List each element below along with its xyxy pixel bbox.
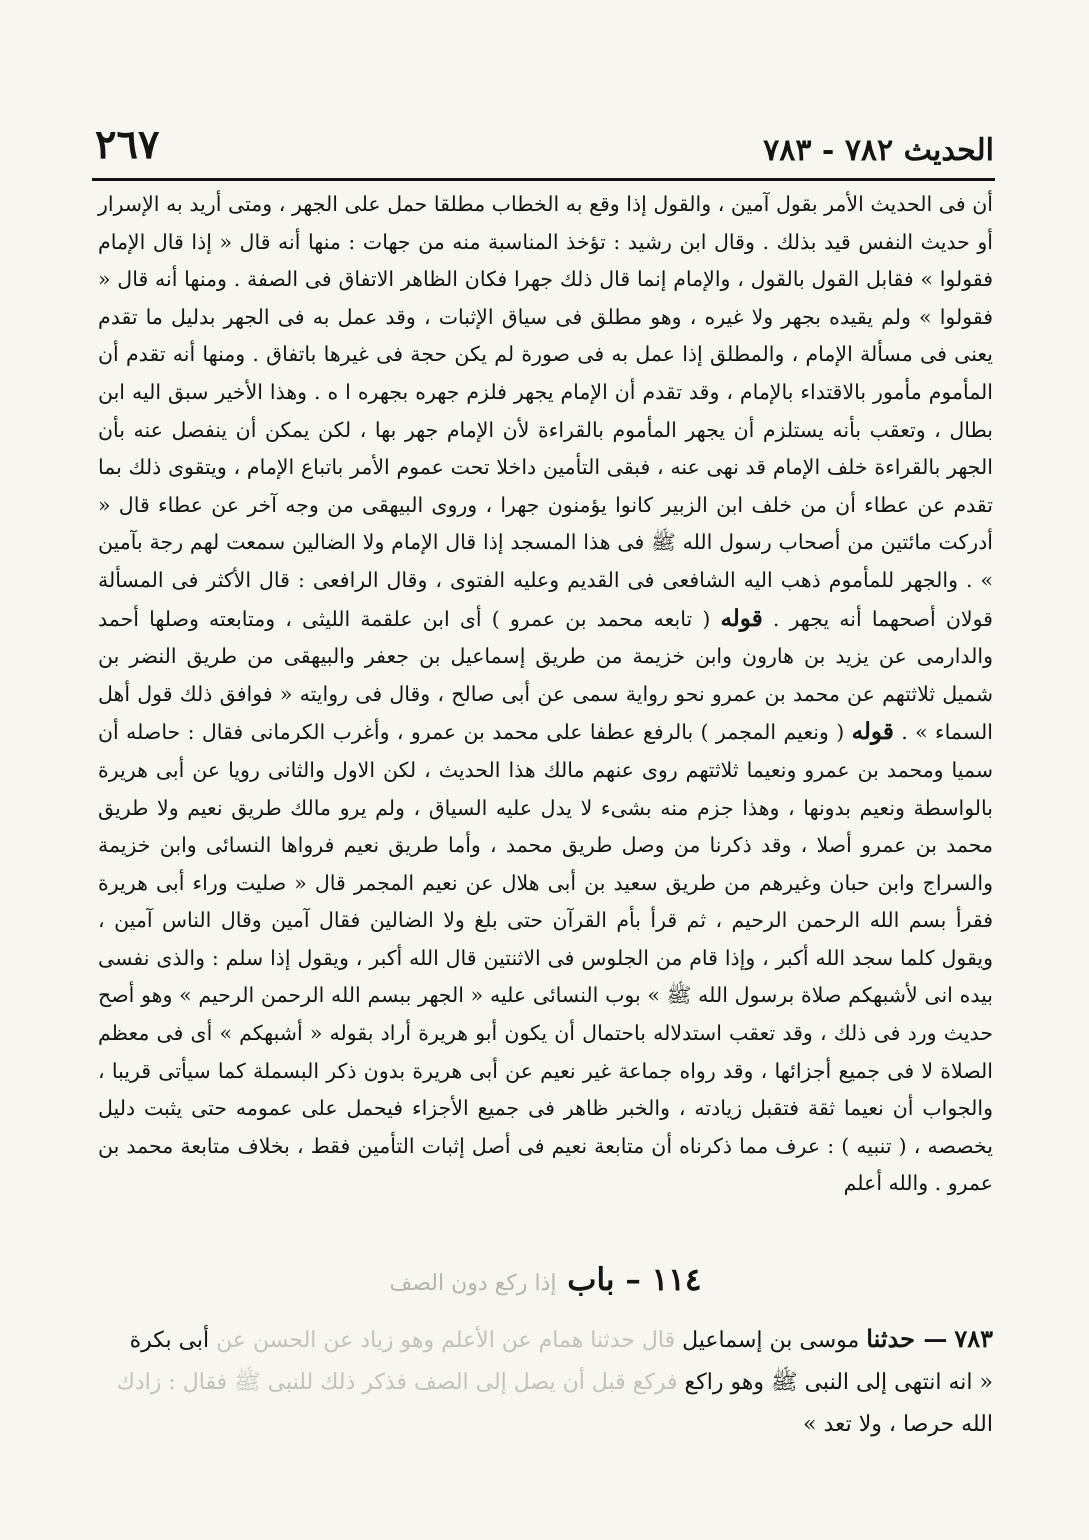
hadith-narrator: موسى بن إسماعيل [682,1328,860,1353]
hadith-matn [98,1362,993,1404]
commentary-text-2: ( تابعه محمد بن عمرو ) أى ابن علقمة الليثى ، ومتابعته وصلها أحمد والدارمى عن يزيد بن هارون وابن خزيمة من طريق إسماعيل بن جعفر والبيهقى من طريق النضر بن شميل ثلاثتهم عن محمد بن عمرو نحو رواية سمى عن أبى صالح ، وقال فى روايته « فوافق ذلك قول أهل السماء » . [98,606,993,745]
qawluhu-keyword: قوله [720,604,763,632]
hadith-number: ٧٨٣ [954,1324,993,1353]
hadith-matn-end: الله حرصا ، ولا تعد » [803,1412,993,1437]
hadith-narrator-faded: قال حدثنا همام عن الأعلم وهو زياد عن الحسن عن [216,1328,676,1353]
running-title: الحديث ٧٨٢ - ٧٨٣ [763,133,994,168]
commentary-body [98,186,993,1203]
hadith-narrator-end: أبى بكرة [129,1328,210,1353]
qawluhu-keyword: قوله [851,718,894,746]
commentary-text-3: ( ونعيم المجمر ) بالرفع عطفا على محمد بن عمرو ، وأغرب الكرمانى فقال : حاصله أن سميا ومحمد بن عمرو ونعيما ثلاثتهم روى عنهم مالك هذا الحديث ، لكن الاول والثانى رويا عن أبى هريرة بالواسطة ونعيم بدونها ، وهذا جزم منه بشىء لا يدل عليه السياق ، ولم يرو مالك طريق نعيم ولا طريق محمد بن عمرو أصلا ، وقد ذكرنا من وصل طريق محمد ، وأما طريق نعيم فرواها النسائى وابن خزيمة والسراج وابن حبان وغيرهم من طريق سعيد بن أبى هلال عن نعيم المجمر قال « صليت وراء أبى هريرة فقرأ بسم الله الرحمن الرحيم ، ثم قرأ بأم القرآن حتى بلغ ولا الضالين فقال آمين وقال الناس آمين ، ويقول كلما سجد الله أكبر ، وإذا قام من الجلوس فى الاثنتين قال الله أكبر ، ويقول إذا سلم : والذى نفسى بيده انى لأشبهكم صلاة برسول الله ﷺ » بوب النسائى عليه « الجهر ببسم الله الرحمن الرحيم » وهو أصح حديث ورد فى ذلك ، وقد تعقب استدلاله باحتمال أن يكون أبو هريرة أراد بقوله « أشبهكم » أى فى معظم الصلاة لا فى جميع أجزائها ، وقد رواه جماعة غير نعيم عن أبى هريرة بدون ذكر البسملة كما سيأتى قريبا ، والجواب أن نعيما ثقة فتقبل زيادته ، والخبر ظاهر فى جميع الأجزاء فيحمل على عمومه حتى يثبت دليل يخصصه ، ( تنبيه ) : عرف مما ذكرناه أن متابعة نعيم فى أصل إثبات التأمين فقط ، بخلاف متابعة محمد بن عمرو . والله أعلم [98,720,993,1196]
hadith-text [98,1318,993,1446]
hadith-opening: — حدثنا [866,1324,948,1353]
hadith-matn-faded: فركع قبل أن يصل إلى الصف فذكر ذلك للنبى ﷺ فقال : زادك [116,1370,678,1395]
page-header [95,118,994,168]
commentary-paragraph [98,186,993,1203]
header-rule [92,178,995,181]
chapter-title: إذا ركع دون الصف [389,1271,557,1296]
commentary-text-1: أن فى الحديث الأمر بقول آمين ، والقول إذا وقع به الخطاب مطلقا حمل على الجهر ، ومتى أريد به الإسرار أو حديث النفس قيد بذلك . وقال ابن رشيد : تؤخذ المناسبة منه من جهات : منها أنه قال « إذا قال الإمام فقولوا » فقابل القول بالقول ، والإمام إنما قال ذلك جهرا فكان الظاهر الاتفاق فى الصفة . ومنها أنه قال « فقولوا » ولم يقيده بجهر ولا غيره ، وهو مطلق فى سياق الإثبات ، وقد عمل به فى الجهر بدليل ما تقدم يعنى فى مسألة الإمام ، والمطلق إذا عمل به فى صورة لم يكن حجة فى غيرها باتفاق . ومنها أنه تقدم أن المأموم مأمور بالاقتداء بالإمام ، وقد تقدم أن الإمام يجهر فلزم جهره بجهره ا ه . وهذا الأخير سبق اليه ابن بطال ، وتعقب بأنه يستلزم أن يجهر المأموم بالقراءة لأن الإمام جهر بها ، لكن يمكن أن ينفصل عنه بأن الجهر بالقراءة خلف الإمام قد نهى عنه ، فبقى التأمين داخلا تحت عموم الأمر باتباع الإمام ، ويتقوى ذلك بما تقدم عن عطاء أن من خلف ابن الزبير كانوا يؤمنون جهرا ، وروى البيهقى من وجه آخر عن عطاء قال « أدركت مائتين من أصحاب رسول الله ﷺ فى هذا المسجد إذا قال الإمام ولا الضالين سمعت لهم رجة بآمين » . والجهر للمأموم ذهب اليه الشافعى فى القديم وعليه الفتوى ، وقال الرافعى : قال الأكثر فى المسألة قولان أصحهما أنه يجهر . [98,192,993,631]
hadith-matn-open: « انه انتهى إلى النبى ﷺ وهو راكع [684,1370,993,1395]
page-number: ٢٦٧ [95,121,160,168]
chapter-label: ١١٤ – باب [567,1262,702,1298]
hadith-isnad [98,1318,993,1362]
hadith-matn-end-line [98,1404,993,1446]
chapter-heading [98,1262,993,1298]
